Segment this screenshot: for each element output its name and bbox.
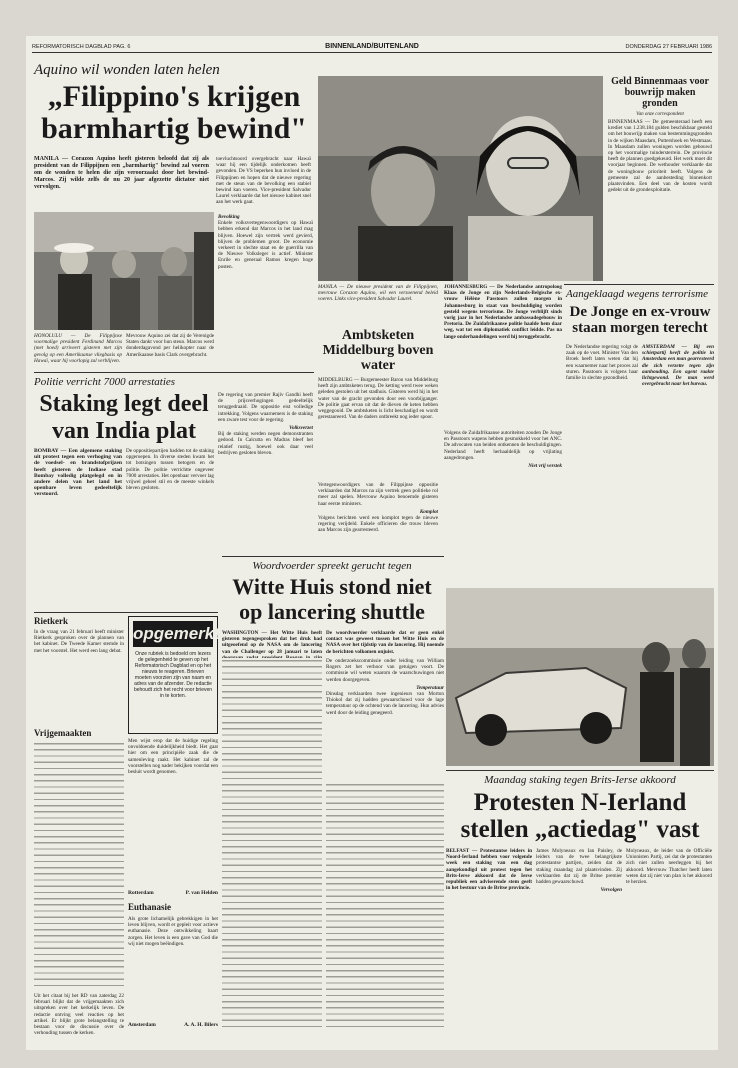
india-headline-1: Staking legt deel bbox=[39, 391, 209, 417]
india-kicker: Politie verricht 7000 arrestaties bbox=[34, 376, 176, 388]
euthanasie-sign-place: Amsterdam bbox=[128, 1022, 156, 1028]
rietkerk-sign-place: Rotterdam bbox=[128, 890, 154, 896]
terrorisme-kicker: Aangeklaagd wegens terrorisme bbox=[566, 288, 708, 300]
aquino-col3 bbox=[218, 212, 313, 330]
masthead-date: DONDERDAG 27 FEBRUARI 1986 bbox=[625, 44, 712, 50]
india-lead: BOMBAY — Een algemene staking uit protest tegen een verhoging van de voedsel- en brandstofprijzen heeft gisteren de Indiase stad Bombay volledig platgelegd en in andere delen van het land het openbare leven gedeeltelijk verstoord. bbox=[34, 448, 122, 498]
masthead-section: BINNENLAND/BUITENLAND bbox=[325, 43, 419, 50]
aquino-photo-caption: MANILA — De nieuwe president van de Filippijnen, mevrouw Corazon Aquino, wil een verzoenend beleid voeren. Links vice-president Salvador Laurel. bbox=[318, 284, 438, 303]
india-col4 bbox=[318, 482, 438, 556]
terrorisme-headline: De Jonge en ex-vrouw staan morgen terecht bbox=[569, 304, 711, 336]
india-sub-komplot: Komplot bbox=[419, 508, 438, 515]
shuttle-col3-pre: De onderzoekscommissie onder leiding van William Rogers zet het verhoor van getuigen voort. De commissie wil weten waarom de waarschuwingen niet werden doorgegeven. bbox=[326, 658, 444, 683]
marcos-photo-caption: HONOLULU — De Filippijnse voormalige president Ferdinand Marcos (met hoed) arriveert gisteren met zijn gevolg op een Amerikaanse vliegbasis op Hawaï, waar hij voorlopig zal verblijven. bbox=[34, 333, 122, 364]
vrijgemaakten-body-text: Uit het citaat bij het RD van zaterdag 22 februari blijkt dat de vrijgemaakten zich uitspreken over het kerkelijk leven. De redactie ontving veel reacties op het artikel. Er blijkt grote belangstelling te bestaan voor de discussie over de verhouding tussen de kerken. bbox=[34, 993, 124, 1037]
opgemerkt-box bbox=[128, 616, 218, 734]
shuttle-sub-temperatuur: Temperatuur bbox=[416, 684, 444, 691]
aquino-col3-text: Enkele volksvertegenwoordigers op Hawaï hebben erkend dat Marcos in het land mag blijven. Hoewel zijn vertrek werd gevierd, blijven de problemen groot. De economie verkeert in slechte staat en de guerrilla van de Nieuwe Volksleger is actief. Minister Enrile en generaal Ramos kregen hoge posten. bbox=[218, 220, 313, 270]
aquino-kicker: Aquino wil wonden laten helen bbox=[34, 62, 220, 78]
vrijgemaakten-title: Vrijgemaakten bbox=[34, 728, 92, 738]
ambtsketen-headline: Ambtsketen Middelburg boven water bbox=[322, 328, 434, 373]
binnenmaas-body: BINNENMAAS — De gemeenteraad heeft een krediet van 1.238.184 gulden beschikbaar gesteld om het bouwrijp maken van bestemmingsgronden in de wijken Maasdam, Puttershoek en Westmaas. In Maasdam zullen woningen worden gebouwd op het voormalige tuindersterrein. De provincie heeft de plannen goedgekeurd. Het werk moet dit voorjaar beginnen. De wethouder verklaarde dat de woningbouw prioriteit heeft. Volgens de gemeente zal de aanbesteding binnenkort plaatsvinden. Een deel van de kosten wordt gedekt uit de grondexploitatie. bbox=[608, 119, 712, 194]
binnenmaas-article bbox=[608, 76, 712, 281]
rule-letters-top bbox=[34, 612, 218, 613]
johannesburg-lead: JOHANNESBURG — De Nederlandse antropoloog Klaas de Jonge en zijn Nederlands-Belgische ex-vrouw Hélène Passtoors zullen morgen in Johannesburg in staat van beschuldiging worden gesteld wegens terrorisme. De Jonge verblijft sinds vorig jaar in het Nederlandse ambassadegebouw in Pretoria. De Zuidafrikaanse politie haalde hem daar weg, wat tot een diplomatiek conflict leidde. Pas na lange onderhandelingen werd hij teruggebracht. bbox=[444, 284, 562, 340]
euthanasie-body: Als grote lichamelijk gebrekkigen in het leven blijven, wordt er gepleit voor actieve euthanasie. Deze ontwikkeling baart zorgen. Het leven is een gave van God die wij niet mogen beëindigen. bbox=[128, 916, 218, 947]
india-col5-text: Volgens berichten werd een komplot tegen de nieuwe regering verijdeld. Enkele officieren die trouw bleven aan Marcos zijn gearresteerd. bbox=[318, 515, 438, 534]
ierland-sub-vervolgen: Vervolgen bbox=[600, 887, 622, 894]
rule-india-top bbox=[34, 372, 314, 373]
euthanasie-title: Euthanasie bbox=[128, 902, 172, 912]
india-sub-volksverzet: Volksverzet bbox=[289, 425, 313, 432]
binnenmaas-headline: Geld Binnenmaas voor bouwrijp maken gronden bbox=[611, 76, 709, 109]
india-col3-text: Bij de staking werden negen demonstranten gedood. In Calcutta en Madras bleef het relatief rustig, hoewel ook daar veel bedrijven gesloten bleven. bbox=[218, 431, 313, 456]
india-headline-2: van India plat bbox=[51, 418, 197, 444]
letters-column bbox=[34, 616, 124, 1036]
euthanasie-signature bbox=[128, 1022, 218, 1028]
shuttle-headline-1: Witte Huis stond niet bbox=[232, 574, 432, 599]
terrorisme-col3: AMSTERDAM — Bij een schietpartij heeft de politie in Amsterdam een man gearresteerd die zich verzette tegen zijn aanhouding. Een agent raakte lichtgewond. De man werd overgebracht naar het bureau. bbox=[642, 344, 714, 388]
aquino-headline-1: „Filippino's krijgen bbox=[47, 80, 301, 113]
terrorisme-col1-text: Volgens de Zuidafrikaanse autoriteiten zouden De Jonge en Passtoors wapens hebben gesmokkeld voor het ANC. De advocaten van beiden ontkennen de beschuldigingen. Nederland heeft herhaaldelijk op vrijlating aangedrongen. bbox=[444, 430, 562, 461]
aquino-headline-2: barmhartig bewind" bbox=[41, 112, 307, 145]
shuttle-col-continued bbox=[326, 782, 444, 1032]
aquino-photo-graphic bbox=[318, 76, 603, 281]
masthead bbox=[32, 42, 712, 53]
aquino-laurel-photo bbox=[318, 76, 603, 281]
opgemerkt-title: opgemerkt bbox=[133, 621, 213, 647]
shuttle-lead: WASHINGTON — Het Witte Huis heeft gisteren tegengesproken dat het druk had uitgeoefend op de NASA om de lancering van de Challenger op 28 januari te laten bbox=[222, 630, 322, 655]
ierland-headline-1: Protesten N-Ierland bbox=[473, 789, 687, 816]
aquino-col2: toevluchtsoord overgebracht naar Hawaï waar hij een tijdelijk onderkomen heeft gevonden. De VS beperken hun invloed in de Filippijnen en hopen dat de nieuwe regering met de steun van de bevolking een stabiel bewind kan voeren. Vice-president Salvador Laurel verklaarde dat het nieuwe kabinet snel aan het werk gaat. bbox=[216, 156, 311, 206]
rietkerk-sign-name: P. van Helden bbox=[185, 890, 218, 896]
euthanasie-sign-name: A. A. H. Bilers bbox=[184, 1022, 218, 1028]
masthead-left: REFORMATORISCH DAGBLAD PAG. 6 bbox=[32, 44, 131, 50]
shuttle-col3 bbox=[326, 658, 444, 780]
rietkerk-body: In de vraag van 21 februari heeft minister Rietkerk gesproken over de plannen van het kabinet. De Tweede Kamer stemde in met het voorstel. Het werd een lang debat. bbox=[34, 629, 124, 654]
opgemerkt-text: Onze rubriek is bedoeld om lezers de gelegenheid te geven op het Reformatorisch Dagblad en op het nieuws te reageren. Brieven moeten voorzien zijn van naam en adres van de afzender. De redactie behoudt zich het recht voor brieven in te korten. bbox=[133, 651, 213, 699]
terrorisme-col1 bbox=[444, 430, 562, 585]
newspaper-page bbox=[26, 36, 718, 1050]
ierland-headline-2: stellen „actiedag" vast bbox=[460, 816, 700, 843]
shuttle-headline-2: op lancering shuttle bbox=[239, 599, 425, 624]
terrorisme-sub-vrij: Niet vrij verstek bbox=[528, 463, 562, 470]
india-col2-text: De regering van premier Rajiv Gandhi heeft de prijsverhogingen gedeeltelijk teruggedraaid. De oppositie eist volledige intrekking. Volgens waarnemers is de staking een zware test voor de regering. bbox=[218, 392, 313, 423]
aquino-sub-bevolking: Bevolking bbox=[218, 214, 240, 220]
rietkerk-title: Rietkerk bbox=[34, 616, 68, 626]
marcos-photo-graphic bbox=[34, 212, 214, 330]
shuttle-col2: De woordvoerder verklaarde dat er geen enkel contact was geweest tussen het Witte Huis en de NASA over het tijdstip van de lancering. Hij noemde de berichten volkomen onjuist. bbox=[326, 630, 444, 655]
terrorisme-col2: De Nederlandse regering volgt de zaak op de voet. Minister Van den Broek heeft laten weten dat hij een waarnemer naar het proces zal sturen. Passtoors is volgens haar familie in slechte gezondheid. bbox=[566, 344, 638, 382]
euthanasie-pre: Men wijst erop dat de huidige regeling onvoldoende duidelijkheid biedt. Het gaat hier om een principiële zaak die de samenleving raakt. Het kabinet zal de voorstellen nog nader bekijken voordat een besluit wordt genomen. bbox=[128, 738, 218, 776]
rule-ierland-top bbox=[446, 770, 714, 771]
rule-shuttle-top bbox=[222, 556, 444, 557]
india-col4-text: Vertegenwoordigers van de Filippijnse oppositie verklaarden dat Marcos na zijn vertrek geen politieke rol meer zal spelen. Mevrouw Aquino benoemde gisteren haar eerste ministers. bbox=[318, 482, 438, 507]
aquino-lead: MANILA — Corazon Aquino heeft gisteren beloofd dat zij als president van de Filippijnen een „barmhartig" bewind zal voeren om de wonden te helen die zijn veroorzaakt door het bewind-Marcos. Zij wilde zelfs de nu 20 jaar afgezette dictator niet vervolgen. bbox=[34, 156, 209, 190]
india-col1: De oppositiepartijen hadden tot de staking opgeroepen. In diverse steden kwam het tot botsingen tussen betogers en de politie. De politie verrichtte ongeveer 7000 arrestaties. Het openbaar vervoer lag vrijwel geheel stil en de meeste winkels bleven gesloten. bbox=[126, 448, 214, 492]
ierland-col2 bbox=[536, 848, 622, 1034]
vrijgemaakten-body bbox=[34, 741, 124, 991]
ierland-col2-text: James Molyneaux en Ian Paisley, de leiders van de twee belangrijkste protestantse partijen, zeiden dat de staking maandag zal plaatsvinden. Zij verklaarden dat zij de Britse premier hadden gewaarschuwd. bbox=[536, 848, 622, 886]
ierland-lead: BELFAST — Protestantse leiders in Noord-Ierland hebben voor volgende week een staking van een dag aangekondigd uit protest tegen het Brits-Ierse akkoord dat de Ierse republiek een adviserende stem geeft in het bestuur van de Britse provincie. bbox=[446, 848, 532, 892]
challenger-photo-graphic bbox=[446, 588, 714, 766]
ambtsketen-body: MIDDELBURG — Burgemeester Baron van Middelburg heeft zijn ambtsketen terug. De ketting werd twee weken geleden gestolen uit het stadhuis. Gisteren werd hij in het water van de gracht gevonden door een voorbijganger. De politie gaat ervan uit dat de dieven de keten hebben weggegooid. De ambtsketen is licht beschadigd en wordt gerestaureerd. Van de daders ontbreekt nog ieder spoor. bbox=[318, 377, 438, 421]
shuttle-col3-text: Dinsdag verklaarden twee ingenieurs van Morton Thiokol dat zij hadden gewaarschuwd voor de lage temperatuur op de ochtend van de lancering. Hun advies werd door de leiding genegeerd. bbox=[326, 691, 444, 716]
shuttle-kicker: Woordvoerder spreekt gerucht tegen bbox=[252, 560, 412, 572]
aquino-caption-2: Mevrouw Aquino zei dat zij de Verenigde Staten dankt voor hun steun. Marcos werd donderdagavond per helikopter naar de Amerikaanse basis Clark overgebracht. bbox=[126, 333, 214, 358]
ierland-col3: Molyneaux, de leider van de Officiële Unionisten Partij, zei dat de protestanten zich niet zullen neerleggen bij het akkoord. Mevrouw Thatcher heeft laten weten dat zij niet van plan is het akkoord te herzien. bbox=[626, 848, 712, 886]
rule-terror-top bbox=[564, 284, 714, 285]
marcos-arrival-photo bbox=[34, 212, 214, 330]
challenger-photo bbox=[446, 588, 714, 766]
rietkerk-signature bbox=[128, 890, 218, 896]
ierland-kicker: Maandag staking tegen Brits-Ierse akkoord bbox=[484, 774, 676, 786]
binnenmaas-byline: Van onze correspondent bbox=[636, 112, 684, 117]
shuttle-col-continued-2 bbox=[222, 658, 322, 1032]
